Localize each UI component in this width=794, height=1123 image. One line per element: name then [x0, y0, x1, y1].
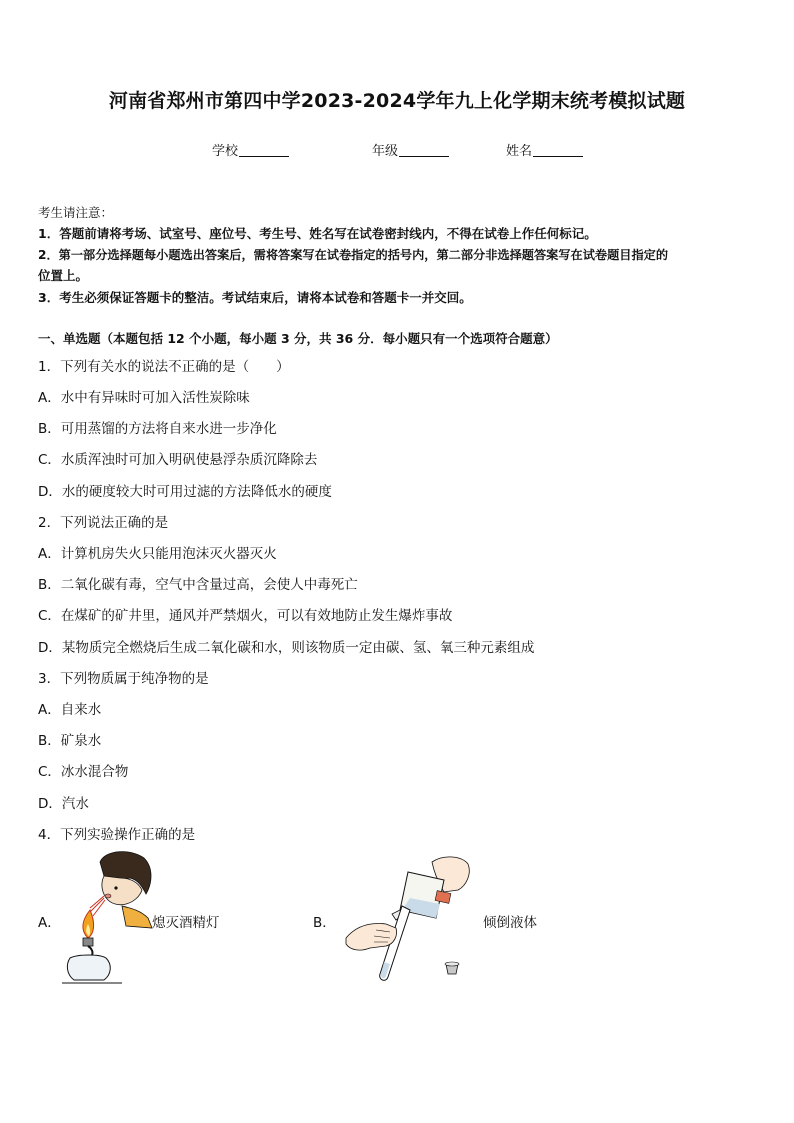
school-field — [212, 140, 289, 159]
school-blank[interactable] — [239, 144, 289, 157]
q2-option-a[interactable]: A．计算机房失火只能用泡沫灭火器灭火 — [38, 546, 277, 562]
q1-option-b[interactable]: B．可用蒸馏的方法将自来水进一步净化 — [38, 421, 277, 437]
grade-field — [372, 140, 449, 159]
q1-option-c[interactable]: C．水质浑浊时可加入明矾使悬浮杂质沉降除去 — [38, 452, 318, 468]
q3-option-a[interactable]: A．自来水 — [38, 702, 102, 718]
q3-option-b[interactable]: B．矿泉水 — [38, 733, 102, 749]
q2-option-d[interactable]: D．某物质完全燃烧后生成二氧化碳和水，则该物质一定由碳、氢、氧三种元素组成 — [38, 640, 535, 656]
pouring-liquid-illustration — [340, 852, 480, 987]
section-heading: 一、单选题（本题包括 12 个小题，每小题 3 分，共 36 分．每小题只有一个选项符合题意） — [38, 331, 558, 346]
grade-blank[interactable] — [399, 144, 449, 157]
grade-label: 年级 — [372, 144, 399, 159]
name-blank[interactable] — [533, 144, 583, 157]
notice-item-2-cont: 位置上。 — [38, 268, 89, 283]
q2-option-b[interactable]: B．二氧化碳有毒，空气中含量过高，会使人中毒死亡 — [38, 577, 358, 593]
notice-item-2: 2．第一部分选择题每小题选出答案后，需将答案写在试卷指定的括号内，第二部分非选择题答案写在试卷题目指定的 — [38, 248, 669, 262]
q1-option-a[interactable]: A．水中有异味时可加入活性炭除味 — [38, 390, 250, 406]
q4-option-a-label[interactable]: A． — [38, 915, 61, 931]
name-label: 姓名 — [506, 144, 533, 159]
exam-title: 河南省郑州市第四中学2023-2024学年九上化学期末统考模拟试题 — [108, 90, 686, 112]
school-label: 学校 — [212, 144, 239, 159]
q1-option-d[interactable]: D．水的硬度较大时可用过滤的方法降低水的硬度 — [38, 484, 332, 500]
q3-option-c[interactable]: C．冰水混合物 — [38, 764, 129, 780]
question-1-stem: 1．下列有关水的说法不正确的是（ ） — [38, 359, 290, 375]
question-4-stem: 4．下列实验操作正确的是 — [38, 827, 196, 843]
notice-heading: 考生请注意： — [38, 205, 114, 220]
q3-option-d[interactable]: D．汽水 — [38, 796, 89, 812]
q4-option-b-label[interactable]: B． — [313, 915, 336, 931]
question-3-stem: 3．下列物质属于纯净物的是 — [38, 671, 209, 687]
q4-figure-a-caption: 熄灭酒精灯 — [152, 915, 220, 931]
question-2-stem: 2．下列说法正确的是 — [38, 515, 169, 531]
name-field — [506, 140, 583, 159]
notice-item-1: 1．答题前请将考场、试室号、座位号、考生号、姓名写在试卷密封线内，不得在试卷上作任何标记。 — [38, 226, 597, 241]
notice-item-3: 3．考生必须保证答题卡的整洁。考试结束后，请将本试卷和答题卡一并交回。 — [38, 290, 472, 305]
blowing-lamp-illustration — [60, 850, 155, 990]
q4-figure-b-caption: 倾倒液体 — [483, 915, 537, 931]
q2-option-c[interactable]: C．在煤矿的矿井里，通风并严禁烟火，可以有效地防止发生爆炸事故 — [38, 608, 453, 624]
